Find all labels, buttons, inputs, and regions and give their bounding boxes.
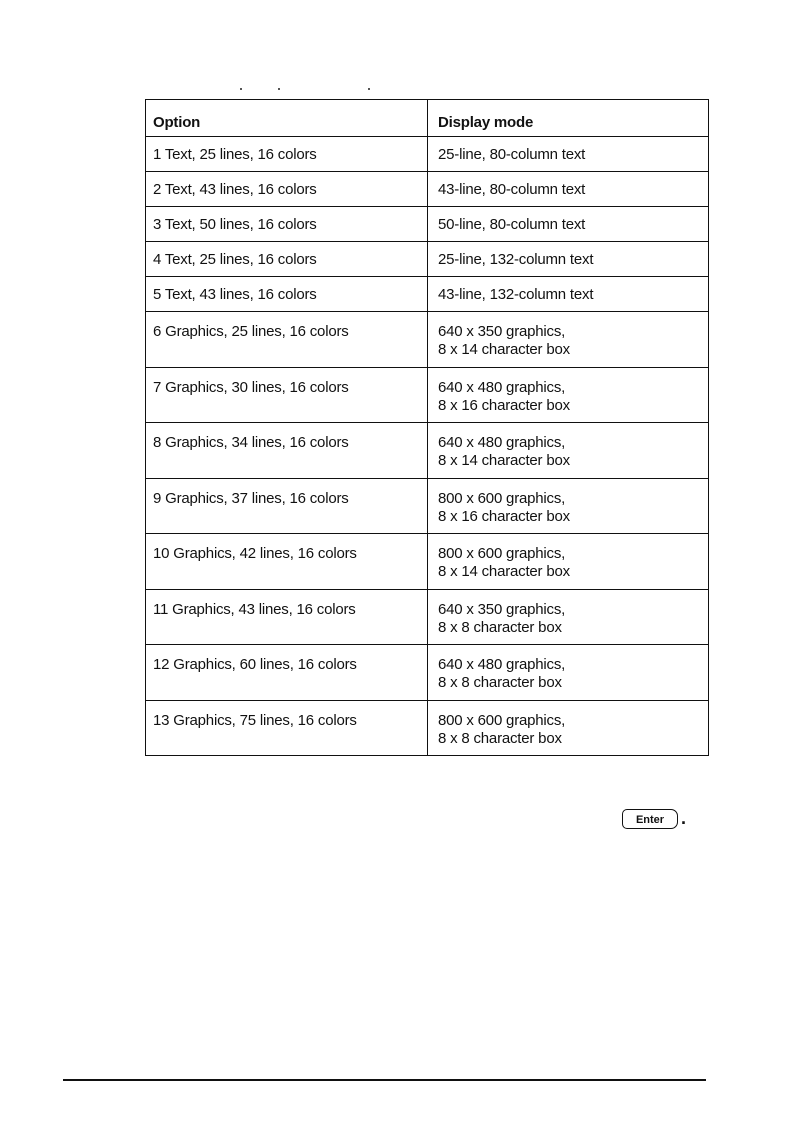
display-mode-line: 640 x 480 graphics, — [438, 378, 566, 396]
option-cell: 8 Graphics, 34 lines, 16 colors — [146, 423, 428, 479]
footer-rule — [63, 1079, 706, 1081]
display-mode-cell — [428, 534, 709, 590]
display-mode-line: 43-line, 80-column text — [438, 181, 586, 198]
display-mode-table — [145, 99, 709, 756]
table-row — [146, 478, 709, 534]
display-mode-line: 8 x 8 character box — [438, 618, 562, 636]
table-row — [146, 277, 709, 312]
option-cell: 11 Graphics, 43 lines, 16 colors — [146, 589, 428, 645]
option-cell: 2 Text, 43 lines, 16 colors — [146, 172, 428, 207]
display-mode-cell — [428, 137, 709, 172]
display-mode-line: 640 x 480 graphics, — [438, 434, 566, 451]
display-mode-cell — [428, 207, 709, 242]
option-cell: 13 Graphics, 75 lines, 16 colors — [146, 700, 428, 756]
display-mode-line: 8 x 8 character box — [438, 729, 562, 747]
table-row — [146, 207, 709, 242]
option-cell: 7 Graphics, 30 lines, 16 colors — [146, 367, 428, 423]
table-row — [146, 423, 709, 479]
display-mode-line: 640 x 350 graphics, — [438, 600, 566, 618]
display-mode-cell — [428, 172, 709, 207]
table-header-row — [146, 100, 709, 137]
option-cell: 1 Text, 25 lines, 16 colors — [146, 137, 428, 172]
display-mode-line: 25-line, 80-column text — [438, 146, 586, 163]
display-mode-cell — [428, 700, 709, 756]
display-mode-line: 8 x 14 character box — [438, 452, 570, 469]
display-mode-line: 640 x 350 graphics, — [438, 323, 566, 340]
display-mode-column-header: Display mode — [428, 100, 709, 137]
display-mode-cell — [428, 312, 709, 368]
table-row — [146, 172, 709, 207]
table-row — [146, 242, 709, 277]
display-mode-line: 800 x 600 graphics, — [438, 489, 566, 507]
table-row — [146, 534, 709, 590]
display-mode-cell — [428, 242, 709, 277]
display-mode-cell — [428, 478, 709, 534]
display-mode-line: 8 x 8 character box — [438, 674, 562, 691]
table-body — [146, 137, 709, 756]
display-mode-line: 43-line, 132-column text — [438, 286, 594, 303]
display-mode-cell — [428, 367, 709, 423]
display-mode-cell — [428, 423, 709, 479]
display-mode-line: 25-line, 132-column text — [438, 251, 594, 268]
option-cell: 6 Graphics, 25 lines, 16 colors — [146, 312, 428, 368]
option-cell: 12 Graphics, 60 lines, 16 colors — [146, 645, 428, 701]
display-mode-line: 8 x 16 character box — [438, 507, 570, 525]
display-mode-line: 50-line, 80-column text — [438, 216, 586, 233]
table-row — [146, 312, 709, 368]
display-mode-line: 640 x 480 graphics, — [438, 656, 566, 673]
display-mode-line: 8 x 14 character box — [438, 341, 570, 358]
table-row — [146, 645, 709, 701]
table-row — [146, 589, 709, 645]
option-cell: 4 Text, 25 lines, 16 colors — [146, 242, 428, 277]
display-mode-cell — [428, 277, 709, 312]
display-mode-cell — [428, 589, 709, 645]
display-mode-line: 800 x 600 graphics, — [438, 711, 566, 729]
option-cell: 10 Graphics, 42 lines, 16 colors — [146, 534, 428, 590]
scan-specks — [240, 88, 390, 94]
table-row — [146, 137, 709, 172]
table-row — [146, 700, 709, 756]
option-cell: 5 Text, 43 lines, 16 colors — [146, 277, 428, 312]
option-column-header: Option — [146, 100, 428, 137]
option-cell: 3 Text, 50 lines, 16 colors — [146, 207, 428, 242]
display-mode-cell — [428, 645, 709, 701]
display-mode-line: 8 x 14 character box — [438, 563, 570, 580]
sentence-period: . — [681, 808, 687, 828]
enter-key-icon: Enter — [622, 809, 678, 829]
option-cell: 9 Graphics, 37 lines, 16 colors — [146, 478, 428, 534]
display-mode-line: 8 x 16 character box — [438, 396, 570, 414]
table-row — [146, 367, 709, 423]
display-mode-line: 800 x 600 graphics, — [438, 545, 566, 562]
